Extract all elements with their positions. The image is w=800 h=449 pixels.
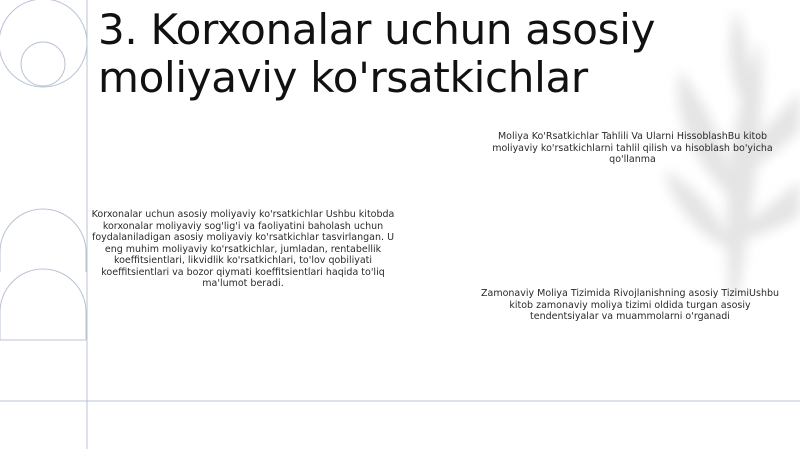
text-block-book-analysis: Moliya Ko'Rsatkichlar Tahlili Va Ularni HissoblashBu kitob moliyaviy ko'rsatkichlarni tahlil qilish va hisoblash bo'yicha qo'llanma: [492, 131, 773, 165]
slide-title: 3. Korxonalar uchun asosiy moliyaviy ko'rsatkichlar: [98, 5, 656, 102]
arch-outline-lower: [0, 269, 86, 340]
large-circle-outline: [0, 0, 87, 87]
arch-outline-upper: [0, 209, 86, 272]
text-block-modern-finance: Zamonaviy Moliya Tizimida Rivojlanishning asosiy TizimiUshbu kitob zamonaviy moliya tizimi oldida turgan asosiy tendentsiyalar va muammolarni o'rganadi: [480, 288, 780, 322]
text-block-key-indicators: Korxonalar uchun asosiy moliyaviy ko'rsatkichlar Ushbu kitobda korxonalar moliyaviy sog'lig'i va faoliyatini baholash uchun foydalaniladigan asosiy moliyaviy ko'rsatkichlar tasvirlangan. U eng muhim moliyaviy ko'rsatkichlar, jumladan, rentabellik koeffitsientlari, likvidlik ko'rsatkichlari, to'lov qobiliyati koeffitsientlari va bozor qiymati koeffitsientlari haqida to'liq ma'lumot beradi.: [91, 209, 395, 289]
small-circle-outline: [21, 42, 65, 86]
